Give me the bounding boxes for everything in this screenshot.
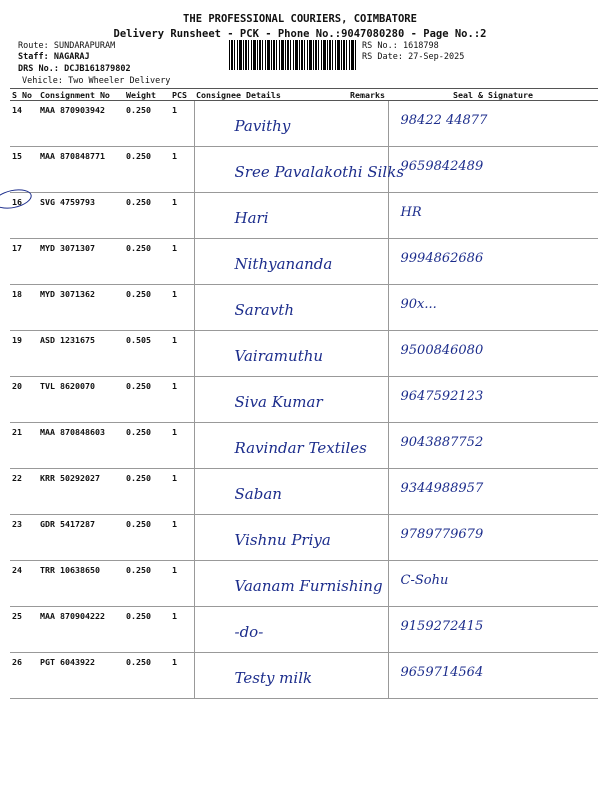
- row-seal-cell: [388, 101, 598, 147]
- table-row: [10, 515, 598, 561]
- row-pcs: 1: [170, 561, 194, 607]
- signature-handwriting: 9500846080: [400, 343, 484, 358]
- table-row: [10, 101, 598, 147]
- row-pcs: 1: [170, 469, 194, 515]
- row-remarks: [348, 239, 388, 285]
- row-seal-cell: [388, 377, 598, 423]
- row-consignment-no: TRR 10638650: [38, 561, 124, 607]
- table-row: [10, 285, 598, 331]
- row-pcs: 1: [170, 607, 194, 653]
- row-consignee-cell: [194, 653, 348, 699]
- row-weight: 0.250: [124, 423, 170, 469]
- consignee-handwriting: Vaanam Furnishing: [234, 577, 383, 595]
- row-sno: 15: [10, 147, 38, 193]
- row-sno: 22: [10, 469, 38, 515]
- row-pcs: 1: [170, 377, 194, 423]
- row-sno: 24: [10, 561, 38, 607]
- signature-handwriting: HR: [400, 205, 422, 220]
- row-seal-cell: [388, 285, 598, 331]
- route-line: [18, 41, 115, 51]
- row-weight: 0.250: [124, 239, 170, 285]
- row-pcs: 1: [170, 515, 194, 561]
- row-pcs: 1: [170, 653, 194, 699]
- row-sno: 23: [10, 515, 38, 561]
- row-weight: 0.250: [124, 653, 170, 699]
- row-consignee-cell: [194, 607, 348, 653]
- signature-handwriting: 9994862686: [400, 251, 484, 266]
- row-consignee-cell: [194, 469, 348, 515]
- col-weight-header: Weight: [124, 89, 170, 101]
- row-sno: 17: [10, 239, 38, 285]
- col-consignment-header: Consignment No: [38, 89, 124, 101]
- company-title: THE PROFESSIONAL COURIERS, COIMBATORE: [183, 13, 417, 25]
- row-weight: 0.250: [124, 101, 170, 147]
- table-body: [10, 101, 598, 699]
- row-consignment-no: MAA 870904222: [38, 607, 124, 653]
- row-consignment-no: MAA 870903942: [38, 101, 124, 147]
- row-weight: 0.250: [124, 607, 170, 653]
- row-consignee-cell: [194, 101, 348, 147]
- col-remarks-header: Remarks: [348, 89, 388, 101]
- signature-handwriting: 9344988957: [400, 481, 484, 496]
- signature-handwriting: 9659842489: [400, 159, 484, 174]
- row-remarks: [348, 331, 388, 377]
- row-seal-cell: [388, 515, 598, 561]
- row-consignee-cell: [194, 193, 348, 239]
- rs-no-label: RS No.:: [362, 41, 398, 51]
- consignee-handwriting: Ravindar Textiles: [234, 439, 367, 457]
- row-consignment-no: MAA 870848771: [38, 147, 124, 193]
- consignee-handwriting: Sree Pavalakothi Silks: [234, 163, 405, 181]
- row-consignee-cell: [194, 331, 348, 377]
- rs-date-line: [362, 52, 464, 62]
- row-consignment-no: PGT 6043922: [38, 653, 124, 699]
- table-header-row: [10, 89, 598, 101]
- row-consignment-no: GDR 5417287: [38, 515, 124, 561]
- staff-line: [18, 52, 90, 62]
- row-weight: 0.250: [124, 193, 170, 239]
- row-remarks: [348, 607, 388, 653]
- row-consignment-no: ASD 1231675: [38, 331, 124, 377]
- row-weight: 0.250: [124, 561, 170, 607]
- row-consignee-cell: [194, 239, 348, 285]
- row-weight: 0.250: [124, 515, 170, 561]
- table-row: [10, 239, 598, 285]
- table-row: [10, 653, 598, 699]
- vehicle-label: Vehicle:: [22, 76, 63, 86]
- rs-date-label: RS Date:: [362, 52, 403, 62]
- row-pcs: 1: [170, 423, 194, 469]
- drs-barcode: [229, 40, 357, 70]
- row-sno: 20: [10, 377, 38, 423]
- row-seal-cell: [388, 331, 598, 377]
- consignee-handwriting: Pavithy: [234, 117, 291, 135]
- row-seal-cell: [388, 423, 598, 469]
- runsheet-table: [10, 88, 598, 699]
- table-row: [10, 193, 598, 239]
- consignee-handwriting: Saban: [234, 485, 282, 503]
- consignee-handwriting: Siva Kumar: [234, 393, 323, 411]
- consignee-handwriting: Hari: [234, 209, 269, 227]
- row-remarks: [348, 653, 388, 699]
- signature-handwriting: 9647592123: [400, 389, 484, 404]
- table-row: [10, 561, 598, 607]
- row-consignee-cell: [194, 377, 348, 423]
- row-consignment-no: MYD 3071362: [38, 285, 124, 331]
- row-consignee-cell: [194, 423, 367, 469]
- row-seal-cell: [388, 561, 598, 607]
- row-remarks: [348, 377, 388, 423]
- row-remarks: [348, 515, 388, 561]
- signature-handwriting: 98422 44877: [400, 113, 488, 128]
- signature-handwriting: 90x...: [400, 297, 437, 312]
- route-value: SUNDARAPURAM: [53, 41, 116, 51]
- consignee-handwriting: -do-: [234, 623, 264, 641]
- col-sno-header: S No: [10, 89, 38, 101]
- signature-handwriting: 9159272415: [400, 619, 484, 634]
- consignee-handwriting: Testy milk: [234, 669, 313, 687]
- col-consignee-header: Consignee Details: [194, 89, 348, 101]
- row-consignment-no: MYD 3071307: [38, 239, 124, 285]
- staff-label: Staff:: [18, 52, 49, 62]
- row-sno: 19: [10, 331, 38, 377]
- vehicle-line: [22, 76, 170, 86]
- col-seal-header: Seal & Signature: [388, 89, 598, 101]
- row-seal-cell: [388, 653, 598, 699]
- table-row: [10, 423, 598, 469]
- signature-handwriting: 9043887752: [400, 435, 484, 450]
- row-sno: 18: [10, 285, 38, 331]
- row-pcs: 1: [170, 193, 194, 239]
- row-consignment-no: MAA 870848603: [38, 423, 124, 469]
- drs-label: DRS No.:: [18, 64, 59, 74]
- consignee-handwriting: Vairamuthu: [234, 347, 324, 365]
- rs-no-line: [362, 41, 439, 51]
- table-row: [10, 607, 598, 653]
- rs-date-value: 27-Sep-2025: [408, 52, 465, 62]
- table-row: [10, 377, 598, 423]
- row-pcs: 1: [170, 147, 194, 193]
- row-sno: 21: [10, 423, 38, 469]
- row-seal-cell: [388, 469, 598, 515]
- row-consignee-cell: [194, 561, 383, 607]
- table-row: [10, 469, 598, 515]
- row-sno: 26: [10, 653, 38, 699]
- row-remarks: [348, 285, 388, 331]
- row-consignment-no: SVG 4759793: [38, 193, 124, 239]
- signature-handwriting: 9659714564: [400, 665, 484, 680]
- row-remarks: [348, 193, 388, 239]
- row-consignee-cell: [194, 515, 348, 561]
- row-seal-cell: [388, 607, 598, 653]
- drs-line: [18, 64, 131, 74]
- row-consignment-no: KRR 50292027: [38, 469, 124, 515]
- consignee-handwriting: Saravth: [234, 301, 294, 319]
- staff-value: NAGARAJ: [53, 52, 90, 62]
- row-sno: 14: [10, 101, 38, 147]
- row-weight: 0.250: [124, 147, 170, 193]
- row-remarks: [348, 101, 388, 147]
- route-label: Route:: [18, 41, 49, 51]
- row-weight: 0.250: [124, 285, 170, 331]
- col-pcs-header: PCS: [170, 89, 194, 101]
- row-consignee-cell: [194, 285, 348, 331]
- runsheet-subtitle: Delivery Runsheet - PCK - Phone No.:9047080280 - Page No.:2: [113, 28, 487, 40]
- row-pcs: 1: [170, 101, 194, 147]
- row-weight: 0.250: [124, 377, 170, 423]
- table-row: [10, 331, 598, 377]
- signature-handwriting: 9789779679: [400, 527, 484, 542]
- row-consignment-no: TVL 8620070: [38, 377, 124, 423]
- row-sno: 25: [10, 607, 38, 653]
- row-pcs: 1: [170, 239, 194, 285]
- vehicle-value: Two Wheeler Delivery: [68, 76, 171, 86]
- row-pcs: 1: [170, 285, 194, 331]
- row-sno: 16: [10, 193, 38, 239]
- rs-no-value: 1618798: [402, 41, 439, 51]
- row-seal-cell: [388, 193, 598, 239]
- table-row: [10, 147, 598, 193]
- row-weight: 0.505: [124, 331, 170, 377]
- row-seal-cell: [388, 147, 598, 193]
- row-weight: 0.250: [124, 469, 170, 515]
- row-pcs: 1: [170, 331, 194, 377]
- consignee-handwriting: Vishnu Priya: [234, 531, 331, 549]
- signature-handwriting: C-Sohu: [400, 573, 449, 588]
- row-consignee-cell: [194, 147, 405, 193]
- row-remarks: [348, 469, 388, 515]
- row-seal-cell: [388, 239, 598, 285]
- consignee-handwriting: Nithyananda: [234, 255, 333, 273]
- drs-value: DCJB161879802: [64, 64, 131, 74]
